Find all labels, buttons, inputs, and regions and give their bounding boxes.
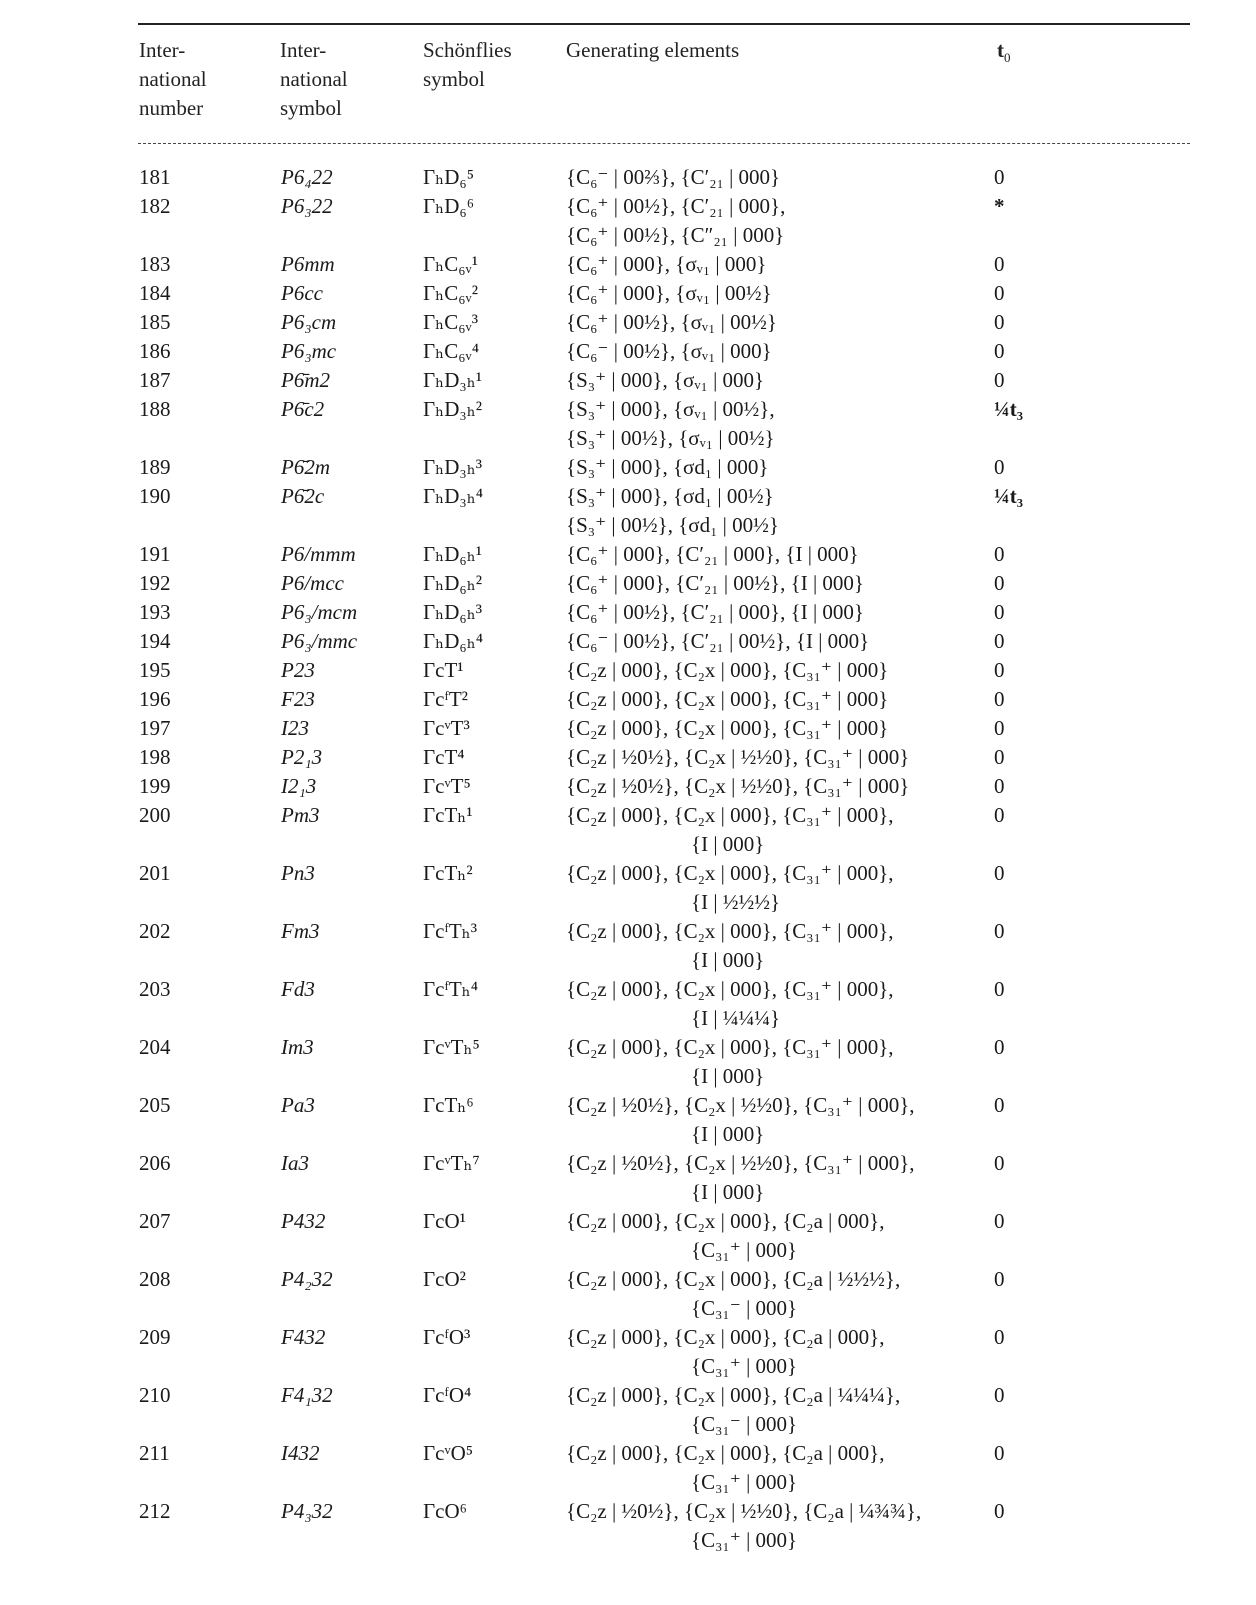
generating-elements <box>566 917 894 975</box>
international-symbol: P6₃mc <box>281 339 337 363</box>
generating-elements <box>566 192 785 250</box>
schoenflies-symbol: ΓₕC₆ᵥ² <box>423 281 479 305</box>
generating-elements-line: {I | 000} <box>691 1064 765 1088</box>
generating-elements <box>566 482 779 540</box>
schoenflies-symbol: ΓcTₕ¹ <box>423 803 473 827</box>
generating-elements <box>566 453 768 482</box>
generating-elements-line: {C₃₁⁺ | 000} <box>691 1354 798 1378</box>
generating-elements-line: {C₂z | 000}, {C₂x | 000}, {C₂a | ¼¼¼}, <box>566 1383 901 1407</box>
origin-shift-t0: 0 <box>994 1499 1005 1523</box>
generating-elements-line: {I | ¼¼¼} <box>691 1006 781 1030</box>
space-group-number: 199 <box>139 774 171 798</box>
generating-elements-line: {C₃₁⁺ | 000} <box>691 1470 798 1494</box>
international-symbol: I23 <box>281 716 309 740</box>
generating-elements-line: {C₂z | 000}, {C₂x | 000}, {C₃₁⁺ | 000} <box>566 716 889 740</box>
header-international-number: Inter- national number <box>139 38 207 120</box>
generating-elements-line: {C₆⁺ | 000}, {σᵥ₁ | 00½} <box>566 281 772 305</box>
origin-shift-t0: 0 <box>994 368 1005 392</box>
international-symbol: P6̄c2 <box>281 397 325 421</box>
origin-shift-t0: 0 <box>994 1151 1005 1175</box>
generating-elements <box>566 366 764 395</box>
space-group-number: 182 <box>139 194 171 218</box>
generating-elements-line: {S₃⁺ | 00½}, {σᵥ₁ | 00½} <box>566 426 775 450</box>
origin-shift-t0: * <box>994 194 1005 218</box>
origin-shift-t0: 0 <box>994 600 1005 624</box>
space-group-number: 204 <box>139 1035 171 1059</box>
international-symbol: Pm3 <box>281 803 320 827</box>
generating-elements-line: {S₃⁺ | 000}, {σᵥ₁ | 00½}, <box>566 397 775 421</box>
schoenflies-symbol: ΓₕD₆ₕ⁴ <box>423 629 484 653</box>
generating-elements-line: {S₃⁺ | 000}, {σd₁ | 00½} <box>566 484 774 508</box>
generating-elements-line: {C₂z | ½0½}, {C₂x | ½½0}, {C₃₁⁺ | 000} <box>566 774 910 798</box>
international-symbol: P6₃/mcm <box>281 600 358 624</box>
space-group-number: 210 <box>139 1383 171 1407</box>
origin-shift-t0: 0 <box>994 716 1005 740</box>
origin-shift-t0: 0 <box>994 165 1005 189</box>
international-symbol: F4₁32 <box>281 1383 333 1407</box>
origin-shift-t0: 0 <box>994 1093 1005 1117</box>
origin-shift-t0: 0 <box>994 281 1005 305</box>
schoenflies-symbol: ΓₕD₃ₕ⁴ <box>423 484 484 508</box>
generating-elements <box>566 598 864 627</box>
origin-shift-t0: ¼t₃ <box>994 397 1024 421</box>
space-group-number: 205 <box>139 1093 171 1117</box>
space-group-number: 192 <box>139 571 171 595</box>
space-group-number: 200 <box>139 803 171 827</box>
space-group-number: 195 <box>139 658 171 682</box>
origin-shift-t0: 0 <box>994 542 1005 566</box>
generating-elements-line: {I | 000} <box>691 1180 765 1204</box>
generating-elements <box>566 395 775 453</box>
generating-elements <box>566 250 766 279</box>
schoenflies-symbol: ΓcO¹ <box>423 1209 466 1233</box>
generating-elements <box>566 1381 900 1439</box>
generating-elements-line: {C₆⁺ | 000}, {C′₂₁ | 000}, {I | 000} <box>566 542 859 566</box>
international-symbol: P6̄m2 <box>281 368 330 392</box>
international-symbol: F432 <box>281 1325 326 1349</box>
generating-elements <box>566 743 909 772</box>
generating-elements <box>566 1207 884 1265</box>
space-group-number: 203 <box>139 977 171 1001</box>
origin-shift-t0: 0 <box>994 919 1005 943</box>
generating-elements <box>566 714 888 743</box>
international-symbol: P6₃22 <box>281 194 333 218</box>
generating-elements <box>566 685 888 714</box>
space-group-number: 183 <box>139 252 171 276</box>
generating-elements-line: {C₂z | 000}, {C₂x | 000}, {C₂a | 000}, <box>566 1209 885 1233</box>
generating-elements <box>566 279 772 308</box>
generating-elements-line: {C₆⁺ | 00½}, {σᵥ₁ | 00½} <box>566 310 777 334</box>
generating-elements-line: {C₂z | 000}, {C₂x | 000}, {C₃₁⁺ | 000}, <box>566 803 894 827</box>
generating-elements-line: {C₆⁻ | 00⅔}, {C′₂₁ | 000} <box>566 165 781 189</box>
space-group-number: 209 <box>139 1325 171 1349</box>
origin-shift-t0: 0 <box>994 252 1005 276</box>
generating-elements <box>566 1091 915 1149</box>
international-symbol: I2₁3 <box>281 774 317 798</box>
generating-elements-line: {C₆⁻ | 00½}, {C′₂₁ | 00½}, {I | 000} <box>566 629 870 653</box>
generating-elements-line: {C₂z | 000}, {C₂x | 000}, {C₂a | 000}, <box>566 1441 885 1465</box>
space-group-number: 189 <box>139 455 171 479</box>
origin-shift-t0: 0 <box>994 803 1005 827</box>
generating-elements <box>566 1497 921 1555</box>
schoenflies-symbol: ΓcᵛT³ <box>423 716 470 740</box>
generating-elements-line: {C₂z | ½0½}, {C₂x | ½½0}, {C₃₁⁺ | 000} <box>566 745 910 769</box>
header-t0: $t_0$ <box>997 38 1011 66</box>
space-group-number: 211 <box>139 1441 170 1465</box>
origin-shift-t0: 0 <box>994 1209 1005 1233</box>
space-group-number: 194 <box>139 629 171 653</box>
international-symbol: Ia3 <box>281 1151 309 1175</box>
space-group-number: 186 <box>139 339 171 363</box>
international-symbol: P6mm <box>281 252 335 276</box>
generating-elements-line: {C₆⁺ | 000}, {C′₂₁ | 00½}, {I | 000} <box>566 571 864 595</box>
international-symbol: P6̄2m <box>281 455 330 479</box>
generating-elements-line: {S₃⁺ | 000}, {σᵥ₁ | 000} <box>566 368 765 392</box>
international-symbol: P6/mcc <box>281 571 344 595</box>
space-group-number: 197 <box>139 716 171 740</box>
international-symbol: P23 <box>281 658 315 682</box>
generating-elements-line: {C₂z | 000}, {C₂x | 000}, {C₂a | 000}, <box>566 1325 885 1349</box>
schoenflies-symbol: ΓₕC₆ᵥ³ <box>423 310 479 334</box>
generating-elements <box>566 337 772 366</box>
generating-elements-line: {C₆⁺ | 00½}, {C′₂₁ | 000}, {I | 000} <box>566 600 864 624</box>
space-group-number: 202 <box>139 919 171 943</box>
schoenflies-symbol: ΓcT¹ <box>423 658 464 682</box>
schoenflies-symbol: ΓcᶠT² <box>423 687 468 711</box>
origin-shift-t0: 0 <box>994 1441 1005 1465</box>
space-group-number: 181 <box>139 165 171 189</box>
international-symbol: Pn3 <box>281 861 315 885</box>
space-group-number: 185 <box>139 310 171 334</box>
generating-elements-line: {C₂z | 000}, {C₂x | 000}, {C₃₁⁺ | 000}, <box>566 919 894 943</box>
generating-elements-line: {C₂z | ½0½}, {C₂x | ½½0}, {C₂a | ¼¾¾}, <box>566 1499 922 1523</box>
schoenflies-symbol: ΓcᶠO³ <box>423 1325 471 1349</box>
origin-shift-t0: 0 <box>994 339 1005 363</box>
space-group-number: 207 <box>139 1209 171 1233</box>
generating-elements <box>566 801 894 859</box>
origin-shift-t0: 0 <box>994 1383 1005 1407</box>
origin-shift-t0: 0 <box>994 571 1005 595</box>
origin-shift-t0: 0 <box>994 658 1005 682</box>
generating-elements-line: {C₃₁⁻ | 000} <box>691 1296 798 1320</box>
space-group-number: 191 <box>139 542 171 566</box>
generating-elements-line: {C₆⁻ | 00½}, {σᵥ₁ | 000} <box>566 339 772 363</box>
space-group-number: 187 <box>139 368 171 392</box>
origin-shift-t0: 0 <box>994 455 1005 479</box>
generating-elements-line: {C₂z | ½0½}, {C₂x | ½½0}, {C₃₁⁺ | 000}, <box>566 1151 915 1175</box>
international-symbol: Fm3 <box>281 919 320 943</box>
generating-elements-line: {I | 000} <box>691 1122 765 1146</box>
space-group-number: 206 <box>139 1151 171 1175</box>
schoenflies-symbol: ΓₕC₆ᵥ⁴ <box>423 339 480 363</box>
space-group-number: 184 <box>139 281 171 305</box>
international-symbol: P2₁3 <box>281 745 323 769</box>
generating-elements-line: {C₂z | 000}, {C₂x | 000}, {C₂a | ½½½}, <box>566 1267 901 1291</box>
generating-elements-line: {C₂z | 000}, {C₂x | 000}, {C₃₁⁺ | 000} <box>566 658 889 682</box>
international-symbol: I432 <box>281 1441 320 1465</box>
header-international-symbol: Inter- national symbol <box>280 38 348 120</box>
schoenflies-symbol: ΓcᶠTₕ⁴ <box>423 977 479 1001</box>
schoenflies-symbol: ΓcᶠO⁴ <box>423 1383 472 1407</box>
international-symbol: P432 <box>281 1209 326 1233</box>
schoenflies-symbol: ΓₕD₆ₕ¹ <box>423 542 483 566</box>
top-rule <box>138 23 1190 25</box>
origin-shift-t0: 0 <box>994 861 1005 885</box>
origin-shift-t0: 0 <box>994 1325 1005 1349</box>
generating-elements-line: {C₂z | 000}, {C₂x | 000}, {C₃₁⁺ | 000}, <box>566 977 894 1001</box>
schoenflies-symbol: ΓcT⁴ <box>423 745 465 769</box>
origin-shift-t0: 0 <box>994 774 1005 798</box>
generating-elements <box>566 569 864 598</box>
space-group-number: 208 <box>139 1267 171 1291</box>
schoenflies-symbol: ΓcO⁶ <box>423 1499 467 1523</box>
generating-elements-line: {C₆⁺ | 00½}, {C′₂₁ | 000}, <box>566 194 786 218</box>
generating-elements-line: {S₃⁺ | 00½}, {σd₁ | 00½} <box>566 513 779 537</box>
schoenflies-symbol: ΓcTₕ² <box>423 861 473 885</box>
origin-shift-t0: 0 <box>994 745 1005 769</box>
space-group-number: 190 <box>139 484 171 508</box>
header-schoenflies-symbol: Schönflies symbol <box>423 38 512 91</box>
generating-elements <box>566 540 859 569</box>
international-symbol: P6/mmm <box>281 542 356 566</box>
schoenflies-symbol: ΓₕC₆ᵥ¹ <box>423 252 479 276</box>
schoenflies-symbol: ΓₕD₆ₕ³ <box>423 600 483 624</box>
space-group-number: 201 <box>139 861 171 885</box>
generating-elements-line: {C₃₁⁻ | 000} <box>691 1412 798 1436</box>
international-symbol: Fd3 <box>281 977 315 1001</box>
origin-shift-t0: 0 <box>994 1267 1005 1291</box>
generating-elements-line: {I | 000} <box>691 832 765 856</box>
generating-elements-line: {C₂z | 000}, {C₂x | 000}, {C₃₁⁺ | 000}, <box>566 1035 894 1059</box>
generating-elements-line: {S₃⁺ | 000}, {σd₁ | 000} <box>566 455 769 479</box>
space-group-number: 193 <box>139 600 171 624</box>
schoenflies-symbol: ΓₕD₃ₕ² <box>423 397 483 421</box>
schoenflies-symbol: ΓcᶠTₕ³ <box>423 919 478 943</box>
generating-elements <box>566 308 777 337</box>
schoenflies-symbol: ΓₕD₆⁵ <box>423 165 475 189</box>
generating-elements-line: {C₂z | 000}, {C₂x | 000}, {C₃₁⁺ | 000}, <box>566 861 894 885</box>
generating-elements <box>566 1265 900 1323</box>
schoenflies-symbol: ΓcᵛTₕ⁵ <box>423 1035 480 1059</box>
generating-elements <box>566 1033 894 1091</box>
origin-shift-t0: 0 <box>994 977 1005 1001</box>
space-group-number: 212 <box>139 1499 171 1523</box>
header-generating-elements: Generating elements <box>566 38 740 62</box>
generating-elements-line: {I | 000} <box>691 948 765 972</box>
generating-elements-line: {C₃₁⁺ | 000} <box>691 1528 798 1552</box>
international-symbol: P6₄22 <box>281 165 333 189</box>
generating-elements-line: {C₆⁺ | 000}, {σᵥ₁ | 000} <box>566 252 767 276</box>
schoenflies-symbol: ΓcᵛT⁵ <box>423 774 471 798</box>
space-group-number: 188 <box>139 397 171 421</box>
international-symbol: P6₃cm <box>281 310 337 334</box>
generating-elements-line: {C₂z | ½0½}, {C₂x | ½½0}, {C₃₁⁺ | 000}, <box>566 1093 915 1117</box>
generating-elements <box>566 163 780 192</box>
origin-shift-t0: 0 <box>994 687 1005 711</box>
origin-shift-t0: 0 <box>994 310 1005 334</box>
international-symbol: Pa3 <box>281 1093 315 1117</box>
schoenflies-symbol: ΓcTₕ⁶ <box>423 1093 474 1117</box>
schoenflies-symbol: ΓₕD₆ₕ² <box>423 571 483 595</box>
generating-elements <box>566 975 894 1033</box>
generating-elements <box>566 1149 915 1207</box>
generating-elements <box>566 1323 884 1381</box>
international-symbol: F23 <box>281 687 315 711</box>
space-group-number: 198 <box>139 745 171 769</box>
schoenflies-symbol: ΓcᵛTₕ⁷ <box>423 1151 480 1175</box>
generating-elements <box>566 656 888 685</box>
generating-elements <box>566 772 909 801</box>
international-symbol: P4₃32 <box>281 1499 333 1523</box>
international-symbol: P4₂32 <box>281 1267 333 1291</box>
international-symbol: Im3 <box>281 1035 314 1059</box>
international-symbol: P6₃/mmc <box>281 629 358 653</box>
generating-elements-line: {C₂z | 000}, {C₂x | 000}, {C₃₁⁺ | 000} <box>566 687 889 711</box>
generating-elements <box>566 859 894 917</box>
schoenflies-symbol: ΓₕD₃ₕ¹ <box>423 368 483 392</box>
schoenflies-symbol: ΓcO² <box>423 1267 466 1291</box>
space-group-number: 196 <box>139 687 171 711</box>
international-symbol: P6̄2c <box>281 484 325 508</box>
schoenflies-symbol: ΓₕD₆⁶ <box>423 194 475 218</box>
header-divider <box>138 143 1190 144</box>
generating-elements-line: {I | ½½½} <box>691 890 781 914</box>
schoenflies-symbol: ΓₕD₃ₕ³ <box>423 455 483 479</box>
schoenflies-symbol: ΓcᵛO⁵ <box>423 1441 474 1465</box>
generating-elements-line: {C₃₁⁺ | 000} <box>691 1238 798 1262</box>
international-symbol: P6cc <box>281 281 323 305</box>
generating-elements <box>566 1439 884 1497</box>
generating-elements-line: {C₆⁺ | 00½}, {C″₂₁ | 000} <box>566 223 785 247</box>
generating-elements <box>566 627 869 656</box>
origin-shift-t0: ¼t₃ <box>994 484 1024 508</box>
origin-shift-t0: 0 <box>994 1035 1005 1059</box>
origin-shift-t0: 0 <box>994 629 1005 653</box>
